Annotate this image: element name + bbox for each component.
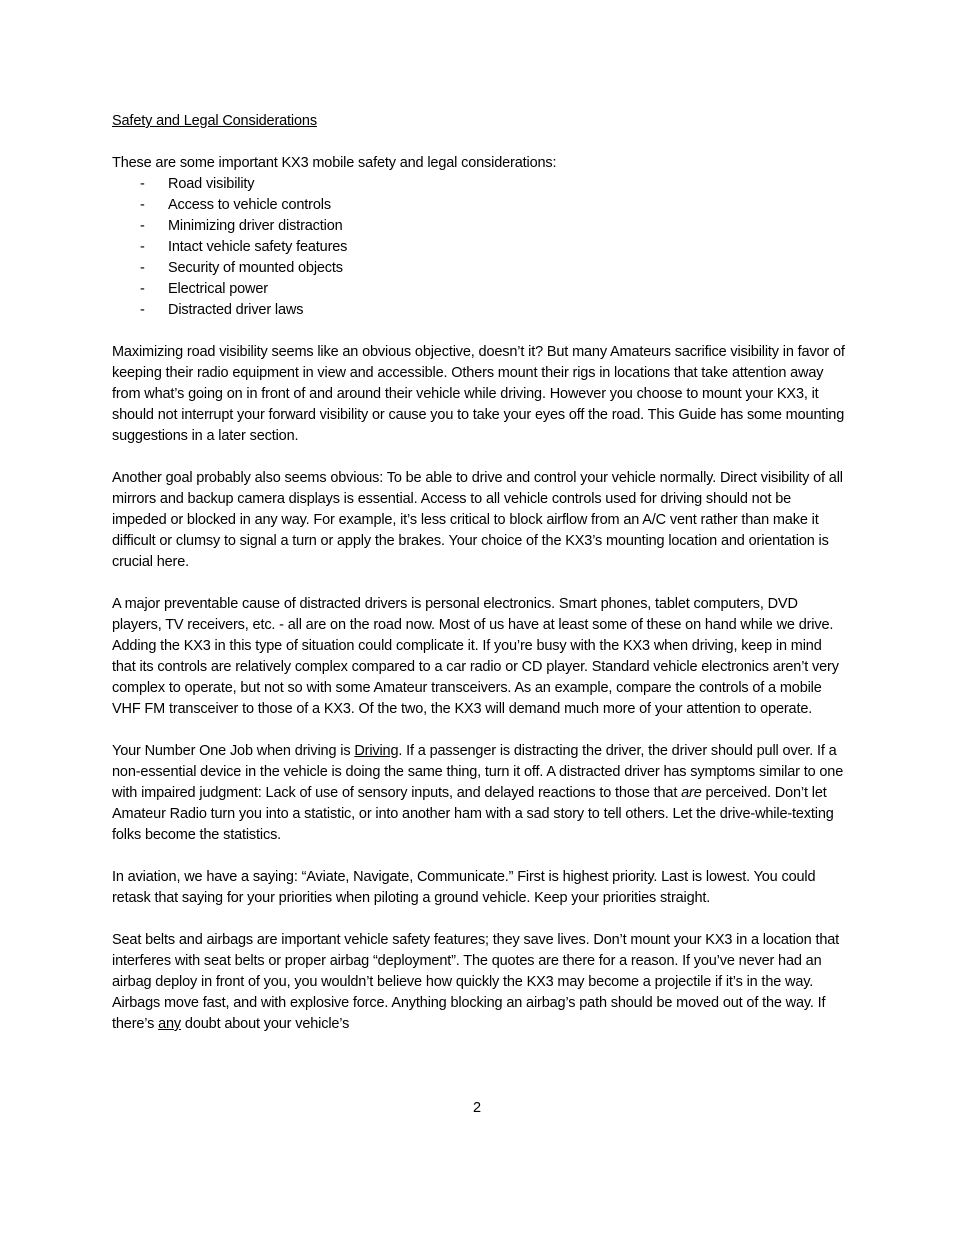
bullet-dash: -	[140, 281, 145, 297]
considerations-list	[112, 174, 847, 321]
bullet-dash: -	[140, 260, 145, 276]
page-number: 2	[472, 1100, 482, 1116]
bullet-dash: -	[140, 239, 145, 255]
paragraph-vehicle-controls: Another goal probably also seems obvious: To be able to drive and control your vehicle normally. Direct visibility of all mirrors and backup camera displays is essential. Access to all vehicle controls used for driving should not be impeded or blocked in any way. For example, it’s less critical to block airflow from an A/C vent rather than make it difficult or clumsy to signal a turn or apply the brakes. Your choice of the KX3’s mounting location and orientation is crucial here.	[112, 470, 843, 570]
list-item: - Road visibility	[112, 174, 847, 195]
bullet-dash: -	[140, 218, 145, 234]
list-item: - Security of mounted objects	[112, 258, 847, 279]
paragraph-aviation-saying: In aviation, we have a saying: “Aviate, Navigate, Communicate.” First is highest priority. Last is lowest. You could retask that saying for your priorities when piloting a ground vehicle. Keep your priorities straight.	[112, 869, 816, 906]
document-page	[112, 111, 847, 1056]
list-item: - Intact vehicle safety features	[112, 237, 847, 258]
list-item: - Electrical power	[112, 279, 847, 300]
paragraph-safety-features: Seat belts and airbags are important vehicle safety features; they save lives. Don’t mount your KX3 in a location that interferes with seat belts or proper airbag “deployment”. The quotes are there for a reason. If you’ve never had an airbag deploy in front of you, you wouldn’t believe how quickly the KX3 may become a projectile if it’s in the way. Airbags move fast, and with explosive force. Anything blocking an airbag’s path should be moved out of the way. If there’s any doubt about your vehicle’s	[112, 932, 840, 1032]
bullet-dash: -	[140, 176, 145, 192]
underlined-any: any	[158, 1016, 182, 1032]
section-heading: Safety and Legal Considerations	[112, 113, 317, 129]
paragraph-number-one-job: Your Number One Job when driving is Driving. If a passenger is distracting the driver, the driver should pull over. If a non-essential device in the vehicle is doing the same thing, turn it off. A distracted driver has symptoms similar to one with impaired judgment: Lack of use of sensory inputs, and delayed reactions to those that are perceived. Don’t let Amateur Radio turn you into a statistic, or into another ham with a sad story to tell others. Let the drive-while-texting folks become the statistics.	[112, 743, 844, 843]
list-item: - Minimizing driver distraction	[112, 216, 847, 237]
intro-text: These are some important KX3 mobile safety and legal considerations:	[112, 155, 557, 171]
bullet-dash: -	[140, 197, 145, 213]
paragraph-driver-distraction: A major preventable cause of distracted drivers is personal electronics. Smart phones, tablet computers, DVD players, TV receivers, etc. - all are on the road now. Most of us have at least some of these on hand while we drive. Adding the KX3 in this type of situation could complicate it. If you’re busy with the KX3 when driving, keep in mind that its controls are relatively complex compared to a car radio or CD player. Standard vehicle electronics aren’t very complex to operate, but not so with some Amateur transceivers. As an example, compare the controls of a mobile VHF FM transceiver to those of a KX3. Of the two, the KX3 will demand much more of your attention to operate.	[112, 596, 839, 717]
italic-are: are	[681, 785, 702, 801]
underlined-driving: Driving	[354, 743, 399, 759]
paragraph-road-visibility: Maximizing road visibility seems like an obvious objective, doesn’t it? But many Amateurs sacrifice visibility in favor of keeping their radio equipment in view and accessible. Others mount their rigs in locations that take attention away from what’s going on in front of and around their vehicle while driving. However you choose to mount your KX3, it should not interrupt your forward visibility or cause you to take your eyes off the road. This Guide has some mounting suggestions in a later section.	[112, 344, 845, 444]
bullet-dash: -	[140, 302, 145, 318]
list-item: - Distracted driver laws	[112, 300, 847, 321]
list-item: - Access to vehicle controls	[112, 195, 847, 216]
